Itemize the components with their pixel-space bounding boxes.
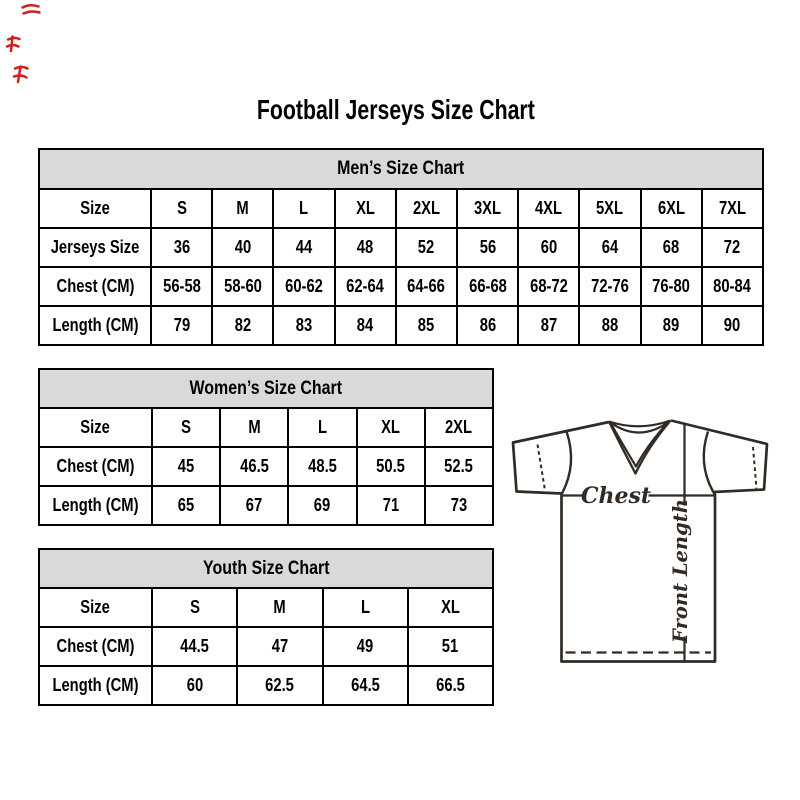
red-mark-icon (23, 5, 40, 13)
size-value-cell (425, 486, 493, 525)
size-value-cell (702, 189, 763, 228)
cell-text: Size (80, 597, 111, 617)
table-row (39, 627, 493, 666)
cell-text: Size (80, 417, 111, 437)
size-value-cell (396, 267, 457, 306)
size-value-cell (237, 588, 322, 627)
mens-size-table (38, 148, 764, 346)
size-value-cell (288, 447, 356, 486)
cell-text: 5XL (596, 198, 624, 218)
cell-text: XL (381, 417, 401, 437)
size-value-cell (518, 228, 579, 267)
cell-text: Length (CM) (51, 315, 139, 335)
size-value-cell (335, 306, 396, 345)
jersey-outline (513, 421, 767, 662)
womens-size-table (38, 368, 494, 526)
size-value-cell (702, 306, 763, 345)
cell-text: 7XL (718, 198, 746, 218)
size-value-cell (357, 447, 425, 486)
cell-text: 71 (382, 495, 399, 515)
cell-text: 72 (724, 237, 741, 257)
cell-text: 48.5 (308, 456, 337, 476)
size-value-cell (457, 228, 518, 267)
size-value-cell (408, 588, 493, 627)
cell-text: 47 (271, 636, 289, 656)
cell-text: 56-58 (162, 276, 201, 296)
cell-text: 85 (418, 315, 435, 335)
size-value-cell (273, 228, 334, 267)
cell-text: 46.5 (239, 456, 269, 476)
cell-text: 89 (662, 315, 680, 335)
size-value-cell (288, 408, 356, 447)
size-value-cell (641, 306, 702, 345)
size-value-cell (518, 306, 579, 345)
size-value-cell (220, 447, 288, 486)
row-label (39, 189, 151, 228)
row-label (39, 447, 152, 486)
table-row (39, 666, 493, 705)
table-row (39, 588, 493, 627)
cell-text: 90 (724, 315, 741, 335)
red-mark-icon (7, 37, 20, 52)
cell-text: 88 (601, 315, 619, 335)
cell-text: 68 (662, 237, 680, 257)
cell-text: 68-72 (529, 276, 568, 296)
size-value-cell (408, 627, 493, 666)
cell-text: Size (80, 198, 110, 218)
size-value-cell (425, 447, 493, 486)
cell-text: 36 (173, 237, 190, 257)
row-label (39, 666, 152, 705)
size-value-cell (237, 666, 322, 705)
cell-text: 4XL (535, 198, 563, 218)
cell-text: Length (CM) (52, 675, 139, 695)
cell-text: Length (CM) (52, 495, 139, 515)
red-mark-icon (14, 67, 28, 83)
red-pen-marks (0, 0, 52, 92)
size-value-cell (641, 228, 702, 267)
cell-text: 72-76 (591, 276, 629, 296)
size-value-cell (457, 306, 518, 345)
cell-text: 66-68 (468, 276, 507, 296)
page-title (0, 94, 792, 126)
table-title-row (39, 549, 493, 588)
cell-text: 6XL (657, 198, 685, 218)
cell-text: L (299, 198, 309, 218)
cell-text: 49 (356, 636, 374, 656)
table-row (39, 267, 763, 306)
cell-text: 56 (479, 237, 496, 257)
cell-text: Men’s Size Chart (337, 158, 465, 179)
cell-text: L (317, 417, 327, 437)
size-value-cell (702, 228, 763, 267)
page-title-text: Football Jerseys Size Chart (257, 94, 535, 125)
cell-text: 40 (234, 237, 251, 257)
cell-text: 67 (246, 495, 263, 515)
armhole-seam-left (562, 432, 571, 494)
cuff-dashed-line-left (538, 445, 546, 491)
jersey-measurement-diagram (500, 410, 790, 675)
size-value-cell (151, 189, 212, 228)
table-row (39, 408, 493, 447)
size-value-cell (212, 306, 273, 345)
cell-text: 69 (314, 495, 331, 515)
size-value-cell (152, 447, 220, 486)
size-value-cell (396, 189, 457, 228)
size-value-cell (152, 627, 237, 666)
table-row (39, 189, 763, 228)
size-value-cell (152, 588, 237, 627)
youth-size-table (38, 548, 494, 706)
table-title (39, 549, 493, 588)
row-label (39, 588, 152, 627)
row-label (39, 267, 151, 306)
size-value-cell (518, 189, 579, 228)
front-length-label: Front Length (669, 499, 692, 643)
cell-text: 76-80 (652, 276, 690, 296)
size-value-cell (220, 486, 288, 525)
cuff-dashed-line-right (753, 447, 757, 489)
cell-text: 86 (479, 315, 496, 335)
cell-text: 62.5 (265, 675, 295, 695)
cell-text: M (248, 417, 261, 437)
size-value-cell (212, 267, 273, 306)
table-title (39, 149, 763, 189)
row-label (39, 408, 152, 447)
row-label (39, 228, 151, 267)
armhole-seam-right (704, 432, 713, 492)
size-value-cell (335, 267, 396, 306)
size-value-cell (641, 189, 702, 228)
table-row (39, 447, 493, 486)
size-value-cell (220, 408, 288, 447)
size-value-cell (323, 588, 408, 627)
table-title (39, 369, 493, 408)
size-value-cell (702, 267, 763, 306)
size-value-cell (323, 627, 408, 666)
cell-text: Chest (CM) (56, 276, 134, 296)
size-value-cell (579, 267, 640, 306)
cell-text: 87 (540, 315, 557, 335)
size-value-cell (212, 189, 273, 228)
size-value-cell (408, 666, 493, 705)
cell-text: 51 (442, 636, 459, 656)
cell-text: S (189, 597, 200, 617)
cell-text: 64 (601, 237, 619, 257)
size-value-cell (237, 627, 322, 666)
size-value-cell (151, 306, 212, 345)
size-value-cell (273, 267, 334, 306)
size-value-cell (641, 267, 702, 306)
cell-text: 84 (356, 315, 374, 335)
cell-text: 2XL (445, 417, 473, 437)
size-value-cell (579, 189, 640, 228)
size-value-cell (152, 666, 237, 705)
cell-text: Chest (CM) (56, 456, 135, 476)
cell-text: XL (440, 597, 460, 617)
table-title-row (39, 369, 493, 408)
size-value-cell (335, 228, 396, 267)
size-value-cell (396, 228, 457, 267)
cell-text: 45 (177, 456, 195, 476)
cell-text: 60 (186, 675, 203, 695)
size-value-cell (212, 228, 273, 267)
cell-text: 64.5 (350, 675, 380, 695)
size-value-cell (323, 666, 408, 705)
cell-text: L (360, 597, 370, 617)
size-value-cell (152, 486, 220, 525)
cell-text: 52.5 (444, 456, 474, 476)
cell-text: XL (355, 198, 375, 218)
size-value-cell (425, 408, 493, 447)
cell-text: 62-64 (346, 276, 385, 296)
cell-text: Women’s Size Chart (189, 377, 343, 399)
table-row (39, 486, 493, 525)
cell-text: 64-66 (407, 276, 446, 296)
size-value-cell (518, 267, 579, 306)
table-row (39, 228, 763, 267)
cell-text: 58-60 (223, 276, 262, 296)
chest-label: Chest (580, 483, 652, 509)
cell-text: M (236, 198, 249, 218)
cell-text: 44 (295, 237, 313, 257)
cell-text: 60-62 (285, 276, 323, 296)
cell-text: S (181, 417, 192, 437)
table-row (39, 306, 763, 345)
size-value-cell (357, 408, 425, 447)
cell-text: 44.5 (180, 636, 209, 656)
cell-text: Chest (CM) (56, 636, 135, 656)
row-label (39, 627, 152, 666)
size-value-cell (273, 306, 334, 345)
cell-text: 50.5 (376, 456, 406, 476)
cell-text: 60 (540, 237, 557, 257)
cell-text: 80-84 (713, 276, 752, 296)
cell-text: 79 (173, 315, 190, 335)
size-value-cell (579, 306, 640, 345)
cell-text: 52 (418, 237, 435, 257)
size-value-cell (457, 189, 518, 228)
size-value-cell (151, 267, 212, 306)
size-value-cell (457, 267, 518, 306)
cell-text: 82 (234, 315, 251, 335)
cell-text: 83 (295, 315, 313, 335)
cell-text: S (176, 198, 187, 218)
cell-text: 48 (356, 237, 374, 257)
table-title-row (39, 149, 763, 189)
cell-text: 73 (450, 495, 468, 515)
row-label (39, 306, 151, 345)
size-value-cell (357, 486, 425, 525)
size-value-cell (151, 228, 212, 267)
cell-text: M (273, 597, 287, 617)
cell-text: Jerseys Size (50, 237, 140, 257)
row-label (39, 486, 152, 525)
cell-text: 65 (177, 495, 195, 515)
size-value-cell (152, 408, 220, 447)
size-value-cell (273, 189, 334, 228)
cell-text: 66.5 (435, 675, 465, 695)
cell-text: 3XL (473, 198, 502, 218)
cell-text: 2XL (412, 198, 440, 218)
size-value-cell (396, 306, 457, 345)
cell-text: Youth Size Chart (202, 557, 330, 579)
size-value-cell (288, 486, 356, 525)
size-value-cell (579, 228, 640, 267)
size-value-cell (335, 189, 396, 228)
